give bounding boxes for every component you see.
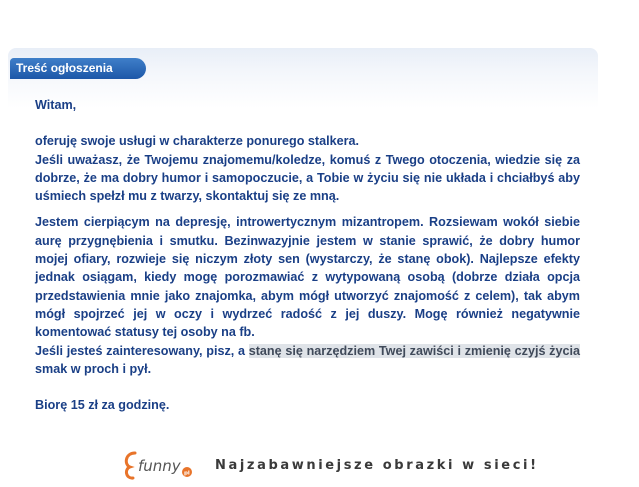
paragraph-1-line-2: Jeśli uważasz, że Twojemu znajomemu/koledze, komuś z Twego otoczenia, wiedzie się za dobrze, że ma dobry humor i samopoczucie, a Tobie w życiu się nie układa i chciałbyś aby uśmiech spełzł mu z twarzy, skontaktuj się ze mną. (35, 152, 580, 204)
paragraph-1-line-1: oferuję swoje usługi w charakterze ponurego stalkera. (35, 134, 360, 149)
funny-logo[interactable] (121, 447, 201, 483)
paragraph-3-end: smak w proch i pył. (35, 361, 152, 376)
highlighted-phrase: stanę się narzędziem Twej zawiści i zmienię czyjś życia (248, 343, 580, 358)
ad-content-panel (8, 48, 598, 413)
footer (0, 445, 639, 487)
paragraph-3-start: Jeśli jesteś zainteresowany, pisz, a (35, 343, 245, 358)
paragraph-2: Jestem cierpiącym na depresję, introwertycznym mizantropem. Rozsiewam wokół siebie aurę przygnębienia i smutku. Bezinwazyjnie jestem w stanie sprawić, że dobry humor mojej ofiary, rozwieje się niczym złoty sen (wystarczy, że stanę obok). Najlepsze efekty jednak osiągam, kiedy mogę porozmawiać z wytypowaną osobą (dobrze działa opcja przedstawienia mnie jako znajomka, abym mógł utworzyć znajomość z celem), tak abym mógł spojrzeć jej w oczy i wydrzeć radość z jej duszy. Mogę również negatywnie komentować statusy tej osoby na fb. (35, 215, 580, 340)
logo-swirl-icon (126, 453, 135, 478)
tagline: Najzabawniejsze obrazki w sieci! (215, 458, 539, 473)
logo-badge-text: pl (184, 470, 190, 477)
closing-price: Biorę 15 zł za godzinę. (35, 398, 170, 413)
ad-text (35, 96, 580, 414)
logo-text: funny (138, 457, 181, 475)
ad-content-tab: Treść ogłoszenia (10, 58, 146, 79)
greeting: Witam, (35, 98, 77, 112)
paragraph-3 (35, 342, 580, 379)
